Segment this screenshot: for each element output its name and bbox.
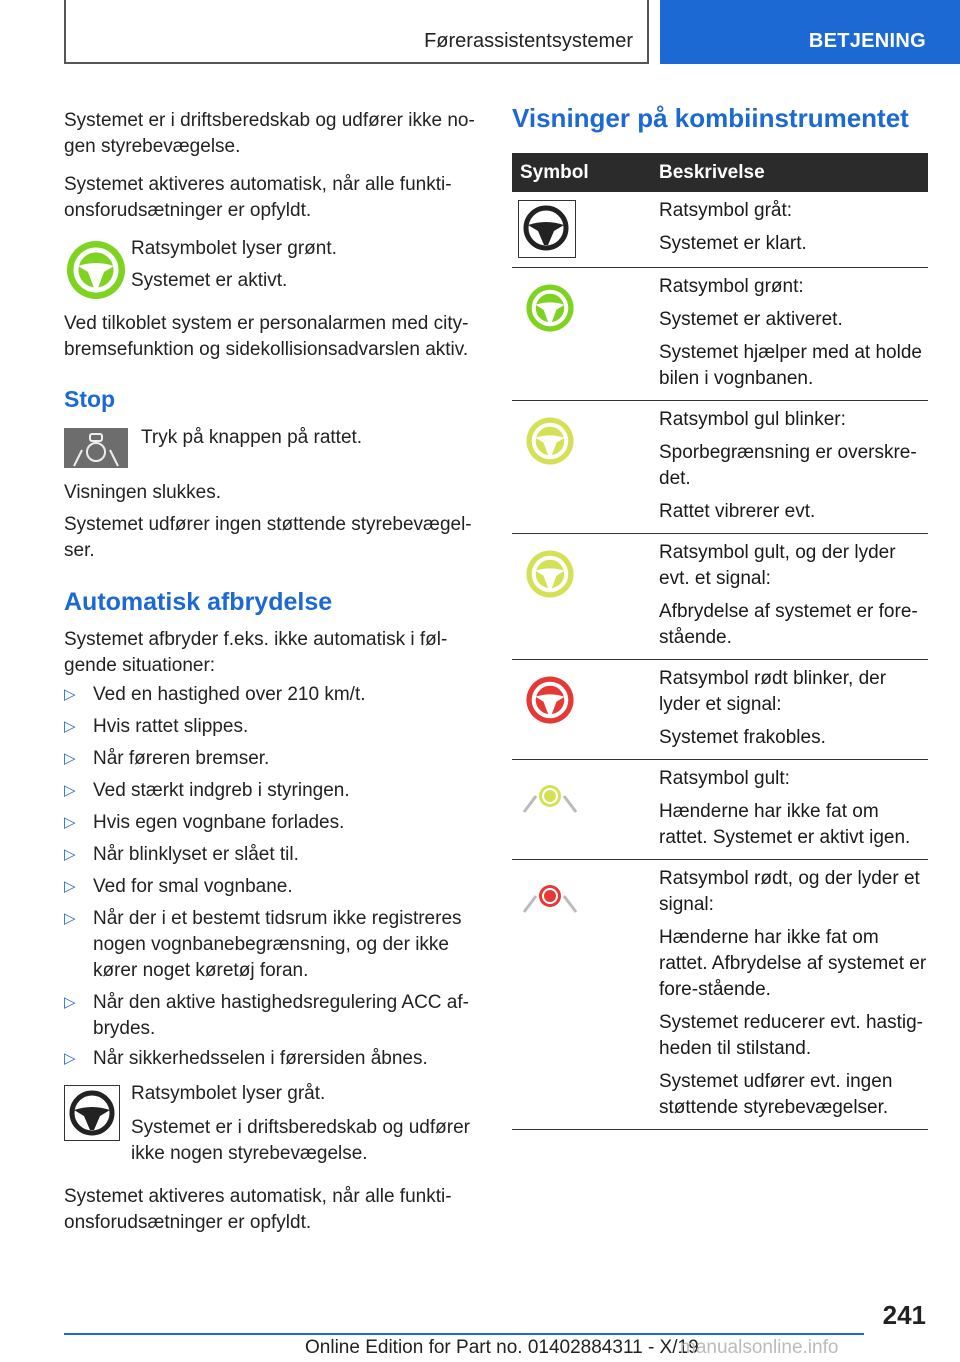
status-line: Ratsymbolet lyser gråt. xyxy=(131,1083,326,1104)
cell-text: Ratsymbol gult, og der lyder evt. et signal: xyxy=(659,541,896,589)
triangle-bullet-icon: ▷ xyxy=(64,782,76,799)
steering-wheel-red-icon xyxy=(524,674,651,734)
status-line: Systemet er i driftsberedskab og udfører ikke nogen styrebevægelse. xyxy=(131,1117,470,1164)
table-row xyxy=(512,400,928,533)
table-row xyxy=(512,659,928,759)
cell-text: Ratsymbol rødt, og der lyder et signal: xyxy=(659,867,920,915)
cell-text: Hænderne har ikke fat om rattet. Systemet er aktivt igen. xyxy=(659,800,911,848)
table-header-row xyxy=(512,153,928,192)
triangle-bullet-icon: ▷ xyxy=(64,878,76,895)
steering-wheel-green-icon xyxy=(64,238,128,302)
cell-text: Systemet udfører evt. ingen støttende styrebevægelser. xyxy=(659,1070,893,1118)
paragraph: Systemet aktiveres automatisk, når alle funkti-onsforudsætninger er opfyldt. xyxy=(64,174,452,221)
cell-text: Systemet er klart. xyxy=(659,233,807,254)
table-row xyxy=(512,267,928,400)
status-line: Systemet er aktivt. xyxy=(131,270,288,291)
paragraph: Systemet er i driftsberedskab og udfører ikke no-gen styrebevægelse. xyxy=(64,110,475,157)
chapter-tab xyxy=(660,0,960,64)
instruction: Tryk på knappen på rattet. xyxy=(141,427,363,448)
cell-text: Hænderne har ikke fat om rattet. Afbrydelse af systemet er fore-stående. xyxy=(659,926,927,1000)
cell-text: Systemet hjælper med at holde bilen i vognbanen. xyxy=(659,341,922,389)
cell-text: Ratsymbol gul blinker: xyxy=(659,408,846,430)
table-row xyxy=(512,859,928,1129)
paragraph: Ved tilkoblet system er personalarmen med city-bremsefunktion og sidekollisionsadvarslen aktiv. xyxy=(64,313,469,360)
steering-wheel-yellow-icon xyxy=(524,415,651,475)
triangle-bullet-icon: ▷ xyxy=(64,910,76,927)
paragraph: Systemet udfører ingen støttende styrebevægel-ser. xyxy=(64,514,472,561)
steering-wheel-grey-icon xyxy=(518,200,576,258)
section-title: Førerassistentsystemer xyxy=(424,30,633,52)
steering-wheel-green-icon xyxy=(524,282,651,342)
steering-wheel-grey-icon xyxy=(64,1085,120,1141)
table-row xyxy=(512,192,928,267)
cell-text: Ratsymbol gult: xyxy=(659,767,790,789)
steering-assist-button-icon xyxy=(64,428,128,468)
steering-wheel-red-lanes-icon xyxy=(522,878,651,922)
status-line: Ratsymbolet lyser grønt. xyxy=(131,238,337,259)
cell-text: Systemet reducerer evt. hastig-heden til stilstand. xyxy=(659,1011,923,1059)
section-tab xyxy=(64,0,649,64)
triangle-bullet-icon: ▷ xyxy=(64,686,76,703)
cell-text: Afbrydelse af systemet er fore-stående. xyxy=(659,600,918,648)
cell-text: Ratsymbol grønt: xyxy=(659,275,804,297)
symbol-table xyxy=(512,153,928,1130)
triangle-bullet-icon: ▷ xyxy=(64,750,76,767)
paragraph: Systemet afbryder f.eks. ikke automatisk i føl-gende situationer: xyxy=(64,629,448,676)
paragraph: Visningen slukkes. xyxy=(64,482,222,503)
table-row xyxy=(512,533,928,659)
cell-text: Rattet vibrerer evt. xyxy=(659,500,816,522)
edition-text: Online Edition for Part no. 01402884311 - X/19 xyxy=(305,1337,699,1358)
steering-wheel-yellow-lanes-icon xyxy=(522,778,651,822)
auto-heading: Automatisk afbrydelse xyxy=(64,588,333,616)
steering-wheel-yellow-icon xyxy=(524,548,651,608)
page-header xyxy=(0,0,960,66)
cell-text: Ratsymbol rødt blinker, der lyder et signal: xyxy=(659,667,887,715)
cell-text: Systemet frakobles. xyxy=(659,726,826,748)
watermark: manualsonline.info xyxy=(680,1337,839,1358)
column-header: Beskrivelse xyxy=(651,153,928,192)
triangle-bullet-icon: ▷ xyxy=(64,994,76,1011)
page-number: 241 xyxy=(882,1300,926,1330)
cell-text: Ratsymbol gråt: xyxy=(659,200,793,221)
triangle-bullet-icon: ▷ xyxy=(64,1050,76,1067)
cell-text: Sporbegrænsning er overskre-det. xyxy=(659,441,917,489)
paragraph: Systemet aktiveres automatisk, når alle funkti-onsforudsætninger er opfyldt. xyxy=(64,1186,452,1233)
table-row xyxy=(512,759,928,859)
triangle-bullet-icon: ▷ xyxy=(64,814,76,831)
chapter-title: BETJENING xyxy=(808,30,926,52)
triangle-bullet-icon: ▷ xyxy=(64,718,76,735)
triangle-bullet-icon: ▷ xyxy=(64,846,76,863)
column-header: Symbol xyxy=(512,153,651,192)
footer-divider xyxy=(64,1333,864,1335)
cell-text: Systemet er aktiveret. xyxy=(659,308,843,330)
section-heading: Visninger på kombiinstrumentet xyxy=(512,103,909,133)
stop-heading: Stop xyxy=(64,386,116,412)
